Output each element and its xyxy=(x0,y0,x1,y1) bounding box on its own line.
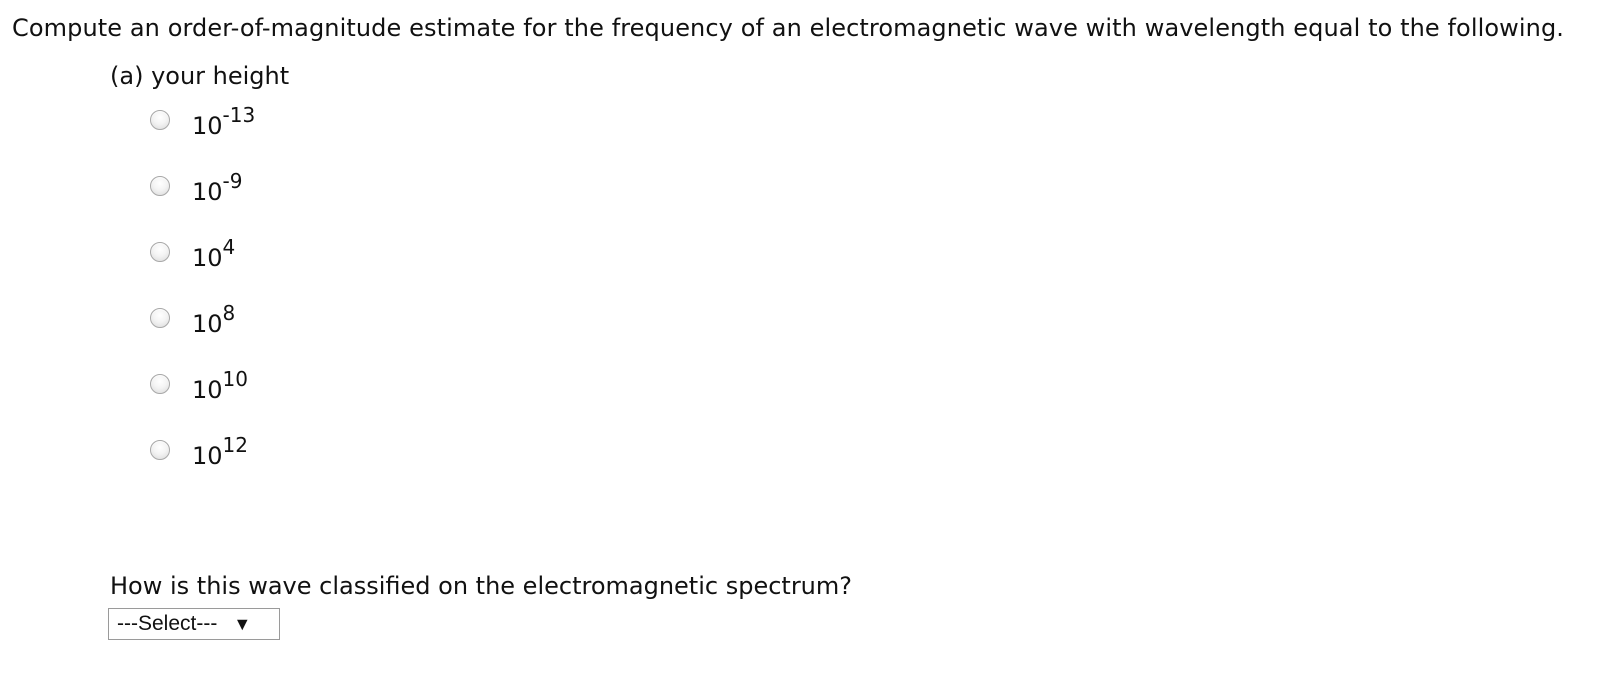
option-base: 10 xyxy=(192,244,223,272)
option-row[interactable] xyxy=(150,430,248,470)
classification-prompt: How is this wave classified on the electromagnetic spectrum? xyxy=(110,572,853,600)
option-base: 10 xyxy=(192,442,223,470)
option-label xyxy=(192,301,236,338)
part-a-label: (a) your height xyxy=(110,62,290,90)
radio-button[interactable] xyxy=(150,176,170,196)
option-base: 10 xyxy=(192,376,223,404)
option-row[interactable] xyxy=(150,166,243,206)
option-label xyxy=(192,367,248,404)
option-exponent: 8 xyxy=(222,301,236,325)
radio-button[interactable] xyxy=(150,374,170,394)
option-base: 10 xyxy=(192,112,223,140)
option-label xyxy=(192,433,248,470)
option-base: 10 xyxy=(192,310,223,338)
option-exponent: 10 xyxy=(222,367,248,391)
option-row[interactable] xyxy=(150,232,235,272)
option-exponent: 4 xyxy=(222,235,236,259)
dropdown-arrow-icon: ▼ xyxy=(233,613,252,634)
option-row[interactable] xyxy=(150,100,255,140)
option-base: 10 xyxy=(192,178,223,206)
radio-button[interactable] xyxy=(150,440,170,460)
option-exponent: -13 xyxy=(222,103,256,127)
option-label xyxy=(192,235,236,272)
select-value: ---Select--- xyxy=(117,612,218,635)
spectrum-select[interactable] xyxy=(108,608,280,640)
radio-button[interactable] xyxy=(150,308,170,328)
option-row[interactable] xyxy=(150,298,235,338)
option-label xyxy=(192,103,256,140)
radio-button[interactable] xyxy=(150,242,170,262)
radio-button[interactable] xyxy=(150,110,170,130)
question-text: Compute an order-of-magnitude estimate for the frequency of an electromagnetic wave with wavelength equal to the following. xyxy=(12,14,1565,42)
option-row[interactable] xyxy=(150,364,248,404)
option-label xyxy=(192,169,243,206)
option-exponent: -9 xyxy=(222,169,243,193)
option-exponent: 12 xyxy=(222,433,248,457)
